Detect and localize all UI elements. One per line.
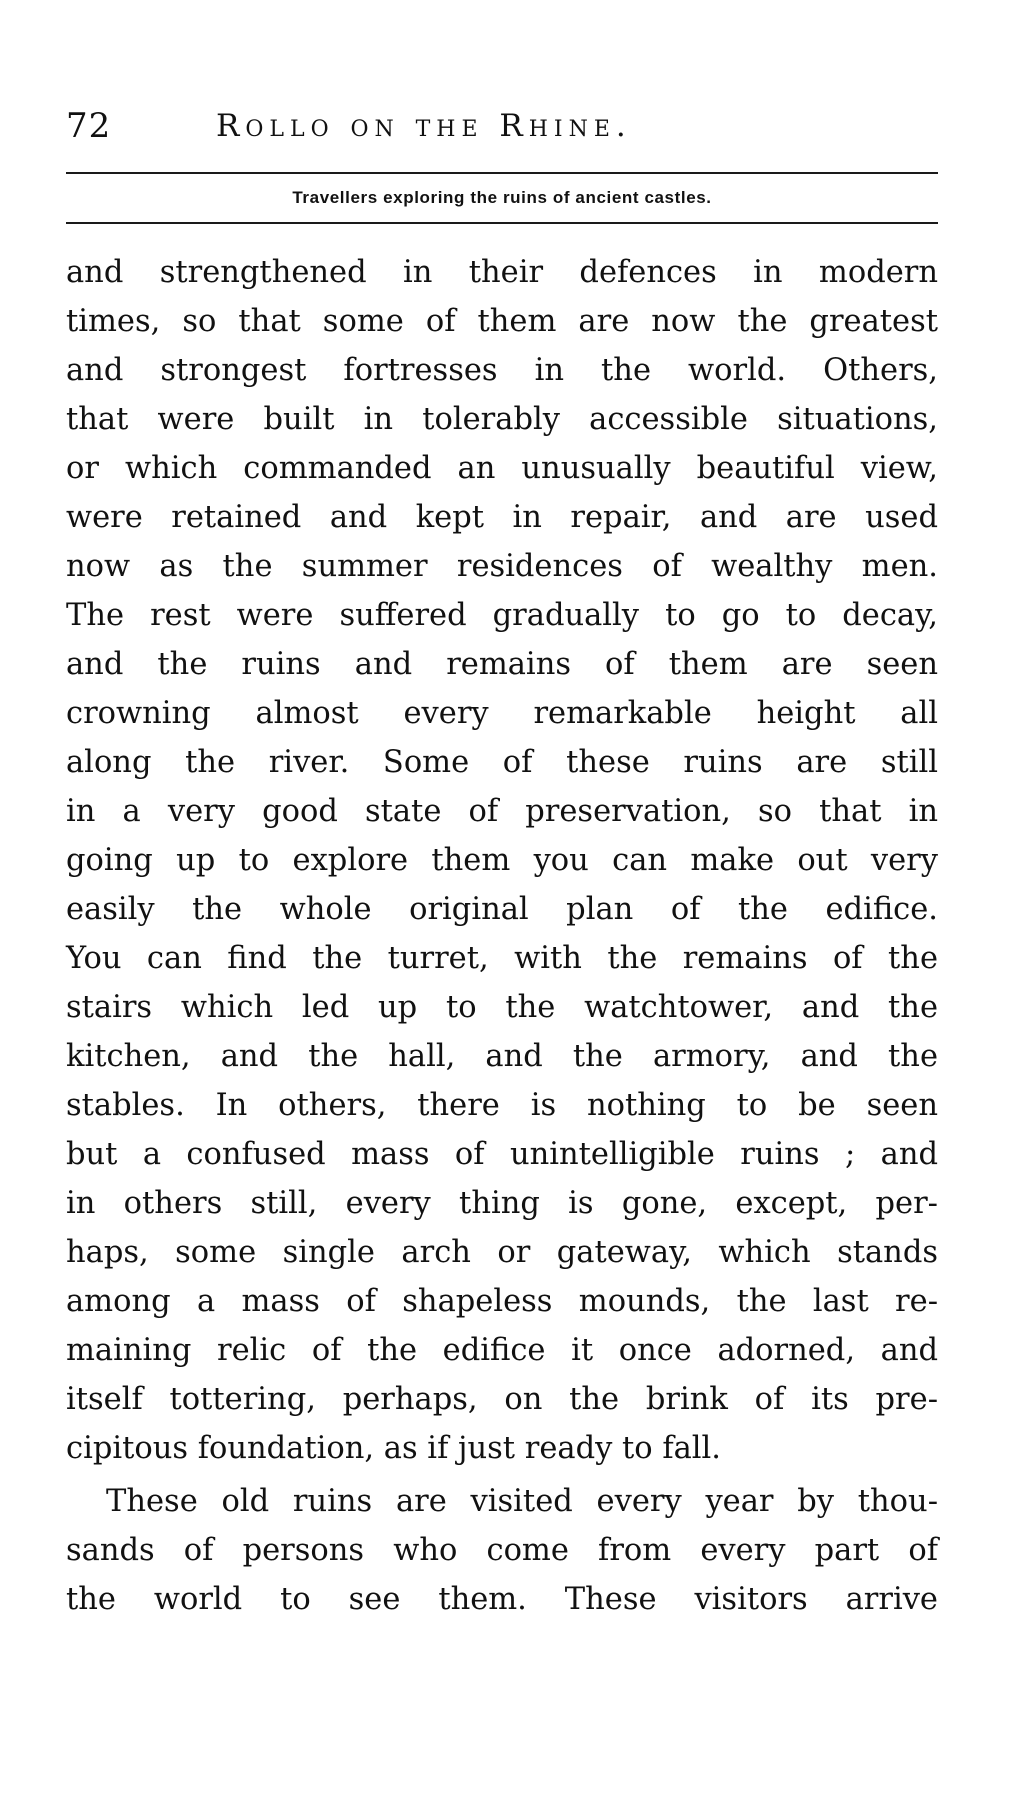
text-line: haps, some single arch or gateway, which stands (66, 1235, 938, 1270)
body-text (66, 248, 938, 1624)
text-line: The rest were suffered gradually to go to decay, (66, 598, 938, 633)
page-header (66, 102, 938, 150)
page-number: 72 (66, 106, 112, 146)
text-line: or which commanded an unusually beautiful view, (66, 451, 938, 486)
text-line: the world to see them. These visitors arrive (66, 1582, 938, 1617)
text-line: were retained and kept in repair, and are used (66, 500, 938, 535)
header-rule-bottom (66, 222, 938, 224)
text-line: These old ruins are visited every year by thou- (106, 1484, 938, 1519)
text-line: cipitous foundation, as if just ready to fall. (66, 1431, 722, 1466)
text-line: kitchen, and the hall, and the armory, and the (66, 1039, 938, 1074)
text-line: and strengthened in their defences in modern (66, 255, 938, 290)
text-line: now as the summer residences of wealthy men. (66, 549, 938, 584)
text-line: among a mass of shapeless mounds, the last re- (66, 1284, 938, 1319)
text-line: times, so that some of them are now the greatest (66, 304, 938, 339)
text-line: maining relic of the edifice it once adorned, and (66, 1333, 938, 1368)
text-line: crowning almost every remarkable height all (66, 696, 938, 731)
text-line: but a confused mass of unintelligible ruins ; and (66, 1137, 938, 1172)
paragraph-1 (66, 248, 938, 1473)
text-line: and strongest fortresses in the world. Others, (66, 353, 938, 388)
text-line: along the river. Some of these ruins are still (66, 745, 938, 780)
text-line: in others still, every thing is gone, except, per- (66, 1186, 938, 1221)
text-line: stables. In others, there is nothing to be seen (66, 1088, 938, 1123)
text-line: sands of persons who come from every part of (66, 1533, 938, 1568)
header-rule-top (66, 172, 938, 174)
text-line: and the ruins and remains of them are seen (66, 647, 938, 682)
text-line: that were built in tolerably accessible situations, (66, 402, 938, 437)
text-line: You can find the turret, with the remains of the (66, 941, 938, 976)
section-subheading: Travellers exploring the ruins of ancient castles. (292, 188, 712, 207)
paragraph-2 (66, 1477, 938, 1624)
running-title: Rollo on the Rhine. (216, 108, 632, 144)
text-line: stairs which led up to the watchtower, and the (66, 990, 938, 1025)
text-line: easily the whole original plan of the edifice. (66, 892, 938, 927)
text-line: going up to explore them you can make out very (66, 843, 938, 878)
text-line: itself tottering, perhaps, on the brink of its pre- (66, 1382, 938, 1417)
text-line: in a very good state of preservation, so that in (66, 794, 938, 829)
